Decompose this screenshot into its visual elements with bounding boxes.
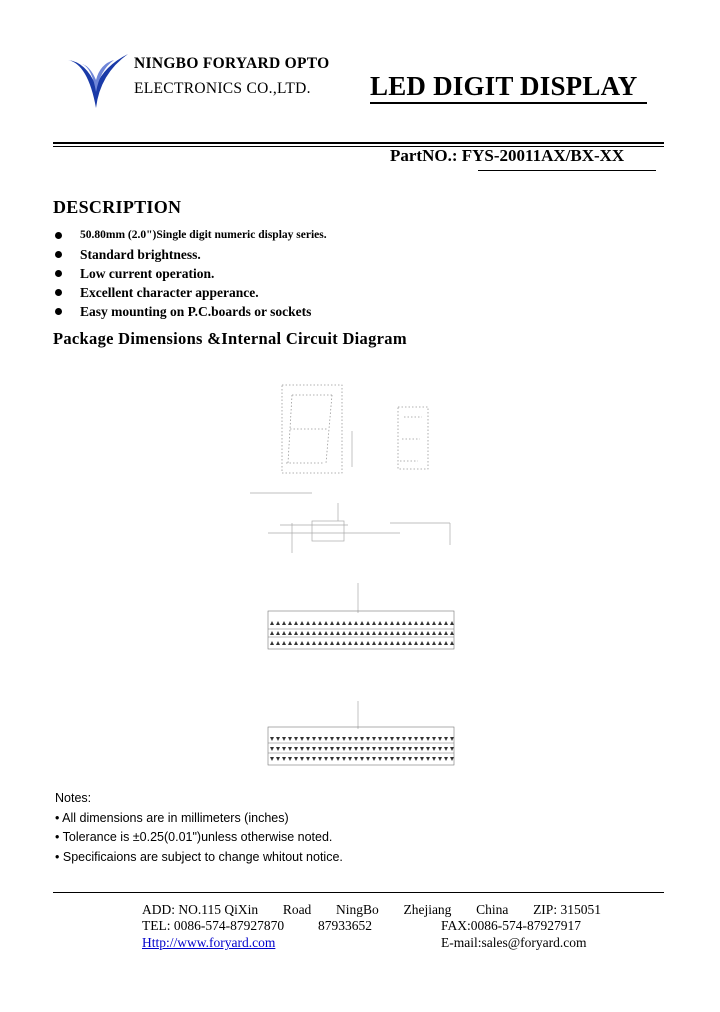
list-item: 50.80mm (2.0")Single digit numeric display series. bbox=[53, 226, 327, 245]
diode-mark bbox=[282, 757, 286, 761]
diode-mark bbox=[318, 737, 322, 741]
diode-mark bbox=[330, 621, 334, 625]
diode-mark bbox=[324, 757, 328, 761]
diode-mark bbox=[282, 747, 286, 751]
package-heading: Package Dimensions &Internal Circuit Diagram bbox=[53, 329, 407, 348]
diode-mark bbox=[432, 757, 436, 761]
part-number: PartNO.: FYS-20011AX/BX-XX bbox=[390, 146, 625, 165]
diode-mark bbox=[288, 641, 292, 645]
diode-mark bbox=[384, 737, 388, 741]
diode-mark bbox=[414, 757, 418, 761]
diode-mark bbox=[300, 757, 304, 761]
diode-mark bbox=[420, 641, 424, 645]
diode-mark bbox=[354, 641, 358, 645]
package-diagram bbox=[200, 355, 470, 780]
title-underline bbox=[370, 102, 647, 104]
diode-mark bbox=[360, 747, 364, 751]
diode-mark bbox=[378, 631, 382, 635]
diode-mark bbox=[354, 737, 358, 741]
diode-mark bbox=[420, 757, 424, 761]
diode-mark bbox=[402, 757, 406, 761]
diode-mark bbox=[444, 757, 448, 761]
document-title: LED DIGIT DISPLAY bbox=[370, 71, 638, 101]
note-item: • Specificaions are subject to change whitout notice. bbox=[55, 849, 343, 864]
diode-mark bbox=[372, 737, 376, 741]
diode-mark bbox=[342, 737, 346, 741]
header-divider bbox=[53, 142, 664, 144]
diode-mark bbox=[360, 737, 364, 741]
diode-mark bbox=[342, 747, 346, 751]
diode-mark bbox=[420, 737, 424, 741]
diode-mark bbox=[360, 757, 364, 761]
diode-mark bbox=[366, 747, 370, 751]
company-name-line2: ELECTRONICS CO.,LTD. bbox=[134, 80, 311, 97]
diode-mark bbox=[324, 631, 328, 635]
diode-mark bbox=[306, 621, 310, 625]
diode-mark bbox=[360, 631, 364, 635]
diode-mark bbox=[390, 631, 394, 635]
diode-mark bbox=[390, 737, 394, 741]
diode-mark bbox=[294, 641, 298, 645]
diode-mark bbox=[414, 631, 418, 635]
diode-mark bbox=[438, 641, 442, 645]
diode-mark bbox=[396, 737, 400, 741]
diode-mark bbox=[444, 631, 448, 635]
diode-mark bbox=[366, 631, 370, 635]
diode-mark bbox=[300, 621, 304, 625]
bullet-icon bbox=[55, 308, 62, 315]
diode-mark bbox=[426, 621, 430, 625]
diode-mark bbox=[270, 747, 274, 751]
diode-mark bbox=[336, 757, 340, 761]
diode-mark bbox=[282, 621, 286, 625]
diode-mark bbox=[360, 641, 364, 645]
diode-mark bbox=[450, 747, 454, 751]
bullet-icon bbox=[55, 289, 62, 296]
diode-mark bbox=[426, 631, 430, 635]
diode-mark bbox=[408, 621, 412, 625]
diode-mark bbox=[432, 641, 436, 645]
diode-mark bbox=[282, 737, 286, 741]
diode-mark bbox=[342, 621, 346, 625]
diode-mark bbox=[318, 631, 322, 635]
diode-mark bbox=[384, 621, 388, 625]
diode-mark bbox=[306, 631, 310, 635]
diode-mark bbox=[372, 747, 376, 751]
diode-mark bbox=[318, 747, 322, 751]
footer-phone-2: 87933652 bbox=[318, 918, 372, 933]
footer-divider bbox=[53, 892, 664, 893]
diode-mark bbox=[372, 621, 376, 625]
diode-mark bbox=[450, 757, 454, 761]
diode-mark bbox=[330, 747, 334, 751]
diode-mark bbox=[288, 747, 292, 751]
diode-mark bbox=[270, 621, 274, 625]
diode-mark bbox=[402, 747, 406, 751]
diode-mark bbox=[306, 747, 310, 751]
diode-mark bbox=[306, 737, 310, 741]
diode-mark bbox=[444, 621, 448, 625]
diode-mark bbox=[276, 747, 280, 751]
diode-mark bbox=[270, 631, 274, 635]
diode-mark bbox=[276, 641, 280, 645]
diode-mark bbox=[420, 631, 424, 635]
diode-mark bbox=[408, 757, 412, 761]
diode-mark bbox=[438, 747, 442, 751]
diode-mark bbox=[312, 631, 316, 635]
diode-mark bbox=[408, 641, 412, 645]
diode-mark bbox=[420, 621, 424, 625]
diode-mark bbox=[414, 621, 418, 625]
foryard-logo-icon bbox=[66, 52, 130, 110]
diode-mark bbox=[312, 621, 316, 625]
diode-mark bbox=[432, 747, 436, 751]
diode-mark bbox=[408, 747, 412, 751]
diode-mark bbox=[402, 631, 406, 635]
diode-mark bbox=[378, 621, 382, 625]
diode-mark bbox=[300, 747, 304, 751]
diode-mark bbox=[324, 621, 328, 625]
footer-address: ADD: NO.115 QiXin Road NingBo Zhejiang China ZIP: 315051 bbox=[142, 902, 601, 917]
diode-mark bbox=[360, 621, 364, 625]
diode-mark bbox=[438, 621, 442, 625]
diode-mark bbox=[414, 747, 418, 751]
diode-mark bbox=[354, 757, 358, 761]
diode-mark bbox=[324, 747, 328, 751]
diode-mark bbox=[276, 757, 280, 761]
bullet-icon bbox=[55, 251, 62, 258]
diode-mark bbox=[294, 747, 298, 751]
notes-title: Notes: bbox=[55, 791, 92, 805]
diode-mark bbox=[294, 757, 298, 761]
diode-mark bbox=[348, 641, 352, 645]
diode-mark bbox=[330, 631, 334, 635]
diode-mark bbox=[324, 737, 328, 741]
list-item: Excellent character apperance. bbox=[53, 283, 327, 302]
diode-mark bbox=[396, 757, 400, 761]
website-link[interactable]: Http://www.foryard.com bbox=[142, 935, 276, 950]
diode-mark bbox=[384, 757, 388, 761]
diode-mark bbox=[294, 737, 298, 741]
diode-mark bbox=[318, 641, 322, 645]
diode-mark bbox=[288, 631, 292, 635]
diode-mark bbox=[312, 641, 316, 645]
diode-mark bbox=[426, 641, 430, 645]
diode-mark bbox=[294, 631, 298, 635]
diode-mark bbox=[366, 737, 370, 741]
diode-mark bbox=[336, 621, 340, 625]
diode-mark bbox=[270, 641, 274, 645]
diode-mark bbox=[282, 631, 286, 635]
diode-mark bbox=[426, 757, 430, 761]
diode-mark bbox=[432, 621, 436, 625]
bullet-icon bbox=[55, 232, 62, 239]
diode-mark bbox=[450, 737, 454, 741]
diode-mark bbox=[396, 747, 400, 751]
description-list bbox=[53, 226, 327, 321]
diode-mark bbox=[444, 641, 448, 645]
diode-mark bbox=[342, 641, 346, 645]
list-item: Low current operation. bbox=[53, 264, 327, 283]
diode-mark bbox=[336, 631, 340, 635]
diode-mark bbox=[324, 641, 328, 645]
diode-mark bbox=[300, 737, 304, 741]
diode-mark bbox=[450, 641, 454, 645]
diode-mark bbox=[390, 757, 394, 761]
diode-mark bbox=[276, 737, 280, 741]
diode-mark bbox=[450, 631, 454, 635]
diode-mark bbox=[348, 757, 352, 761]
diode-mark bbox=[348, 747, 352, 751]
diode-mark bbox=[396, 631, 400, 635]
description-heading: DESCRIPTION bbox=[53, 197, 182, 217]
diode-mark bbox=[378, 747, 382, 751]
diode-mark bbox=[438, 737, 442, 741]
diode-mark bbox=[330, 757, 334, 761]
company-name-line1: NINGBO FORYARD OPTO bbox=[134, 55, 330, 72]
diode-mark bbox=[378, 757, 382, 761]
diode-mark bbox=[336, 737, 340, 741]
diode-mark bbox=[342, 757, 346, 761]
diode-mark bbox=[372, 757, 376, 761]
diode-mark bbox=[438, 757, 442, 761]
diode-mark bbox=[276, 621, 280, 625]
list-item: Easy mounting on P.C.boards or sockets bbox=[53, 302, 327, 321]
diode-mark bbox=[270, 757, 274, 761]
diode-mark bbox=[366, 757, 370, 761]
diode-mark bbox=[342, 631, 346, 635]
diode-mark bbox=[408, 631, 412, 635]
diode-mark bbox=[402, 621, 406, 625]
diode-mark bbox=[438, 631, 442, 635]
diode-mark bbox=[444, 747, 448, 751]
diode-mark bbox=[330, 641, 334, 645]
diode-mark bbox=[354, 631, 358, 635]
diode-mark bbox=[336, 747, 340, 751]
diode-mark bbox=[414, 737, 418, 741]
note-item: • Tolerance is ±0.25(0.01")unless otherwise noted. bbox=[55, 830, 333, 844]
diode-mark bbox=[288, 757, 292, 761]
footer-phone: TEL: 0086-574-87927870 bbox=[142, 918, 285, 933]
diode-mark bbox=[408, 737, 412, 741]
diode-mark bbox=[300, 631, 304, 635]
diode-mark bbox=[348, 621, 352, 625]
diode-mark bbox=[300, 641, 304, 645]
diode-mark bbox=[384, 641, 388, 645]
diode-mark bbox=[312, 747, 316, 751]
diode-mark bbox=[432, 631, 436, 635]
diode-mark bbox=[402, 737, 406, 741]
diode-mark bbox=[372, 641, 376, 645]
diode-mark bbox=[318, 621, 322, 625]
diode-mark bbox=[426, 737, 430, 741]
diode-mark bbox=[354, 747, 358, 751]
diode-mark bbox=[396, 621, 400, 625]
diode-mark bbox=[282, 641, 286, 645]
diode-mark bbox=[390, 621, 394, 625]
diode-mark bbox=[402, 641, 406, 645]
diode-mark bbox=[312, 757, 316, 761]
diode-mark bbox=[450, 621, 454, 625]
diode-mark bbox=[288, 737, 292, 741]
diode-mark bbox=[426, 747, 430, 751]
diode-mark bbox=[420, 747, 424, 751]
diode-mark bbox=[288, 621, 292, 625]
diode-mark bbox=[354, 621, 358, 625]
diode-mark bbox=[372, 631, 376, 635]
diode-mark bbox=[390, 747, 394, 751]
footer-email: E-mail:sales@foryard.com bbox=[441, 935, 587, 950]
bullet-icon bbox=[55, 270, 62, 277]
diode-mark bbox=[378, 737, 382, 741]
notes-section bbox=[55, 789, 343, 867]
diode-mark bbox=[384, 631, 388, 635]
diode-mark bbox=[390, 641, 394, 645]
diode-mark bbox=[294, 621, 298, 625]
diode-mark bbox=[306, 757, 310, 761]
part-number-underline bbox=[478, 170, 656, 171]
diode-mark bbox=[336, 641, 340, 645]
diode-mark bbox=[348, 631, 352, 635]
list-item: Standard brightness. bbox=[53, 245, 327, 264]
diode-mark bbox=[366, 621, 370, 625]
diode-mark bbox=[330, 737, 334, 741]
diode-mark bbox=[348, 737, 352, 741]
diode-mark bbox=[378, 641, 382, 645]
diode-mark bbox=[432, 737, 436, 741]
diode-mark bbox=[318, 757, 322, 761]
diode-mark bbox=[414, 641, 418, 645]
diode-mark bbox=[384, 747, 388, 751]
footer-fax: FAX:0086-574-87927917 bbox=[441, 918, 581, 933]
diode-mark bbox=[270, 737, 274, 741]
diode-mark bbox=[366, 641, 370, 645]
diode-mark bbox=[444, 737, 448, 741]
note-item: • All dimensions are in millimeters (inches) bbox=[55, 810, 289, 825]
diode-mark bbox=[306, 641, 310, 645]
diode-mark bbox=[396, 641, 400, 645]
diode-mark bbox=[276, 631, 280, 635]
diode-mark bbox=[312, 737, 316, 741]
